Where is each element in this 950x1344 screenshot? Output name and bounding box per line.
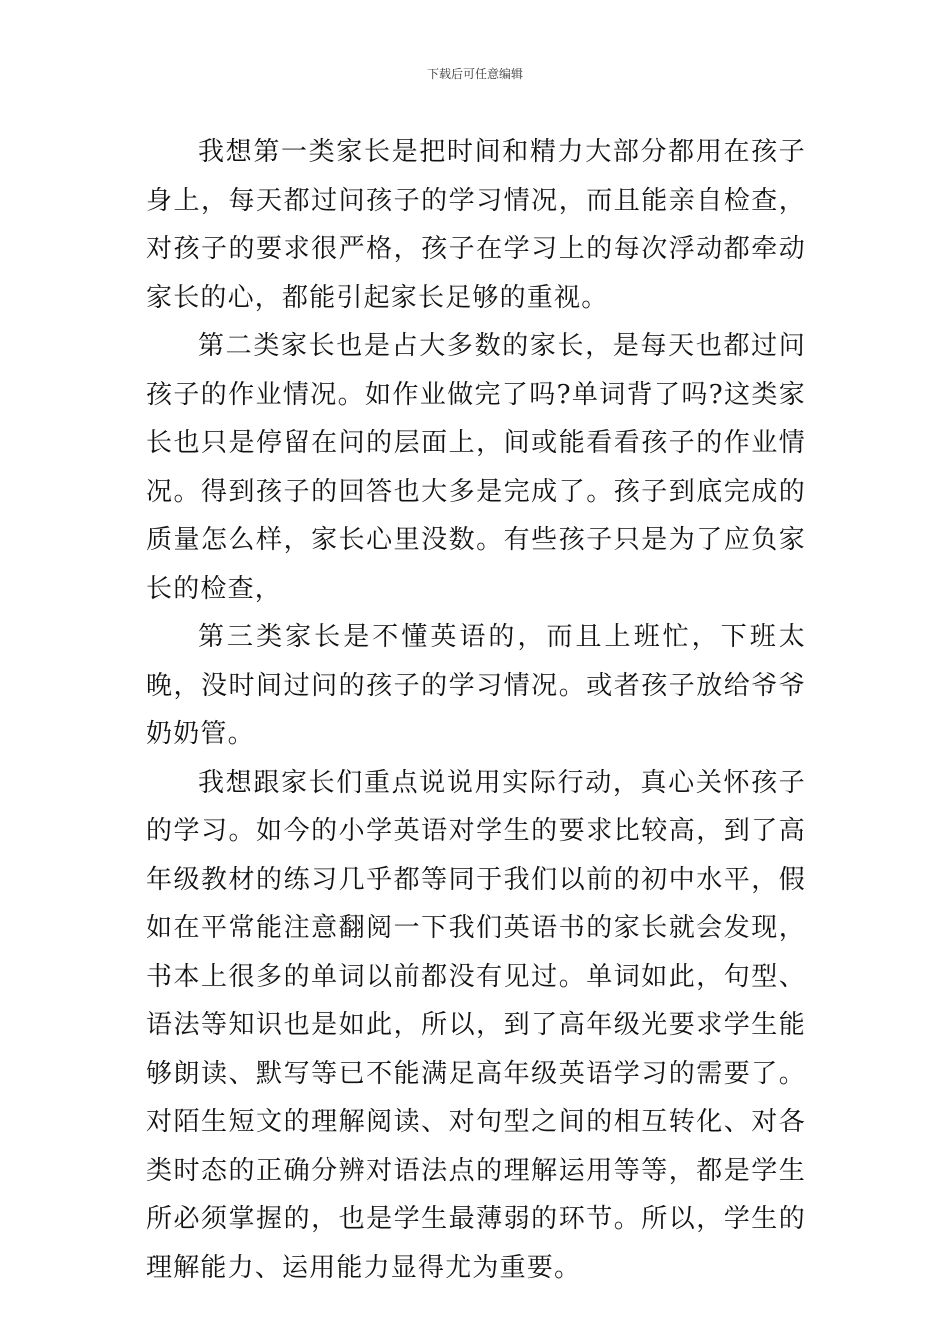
paragraph-4: 我想跟家长们重点说说用实际行动，真心关怀孩子的学习。如今的小学英语对学生的要求比较高，到了高年级教材的练习几乎都等同于我们以前的初中水平，假如在平常能注意翻阅一下我们英语书的家长就会发现，书本上很多的单词以前都没有见过。单词如此，句型、语法等知识也是如此，所以，到了高年级光要求学生能够朗读、默写等已不能满足高年级英语学习的需要了。对陌生短文的理解阅读、对句型之间的相互转化、对各类时态的正确分辨对语法点的理解运用等等，都是学生所必须掌握的，也是学生最薄弱的环节。所以，学生的理解能力、运用能力显得尤为重要。 xyxy=(146,767,806,1283)
paragraph-2: 第二类家长也是占大多数的家长，是每天也都过问孩子的作业情况。如作业做完了吗?单词背了吗?这类家长也只是停留在问的层面上，间或能看看孩子的作业情况。得到孩子的回答也大多是完成了。孩子到底完成的质量怎么样，家长心里没数。有些孩子只是为了应负家长的检查， xyxy=(146,331,806,604)
paragraph-1: 我想第一类家长是把时间和精力大部分都用在孩子身上，每天都过问孩子的学习情况，而且能亲自检查，对孩子的要求很严格，孩子在学习上的每次浮动都牵动家长的心，都能引起家长足够的重视。 xyxy=(146,137,806,313)
paragraph-3: 第三类家长是不懂英语的，而且上班忙，下班太晚，没时间过问的孩子的学习情况。或者孩子放给爷爷奶奶管。 xyxy=(146,622,806,749)
page-header: 下载后可任意编辑 xyxy=(426,67,523,81)
document-body xyxy=(146,128,806,1292)
